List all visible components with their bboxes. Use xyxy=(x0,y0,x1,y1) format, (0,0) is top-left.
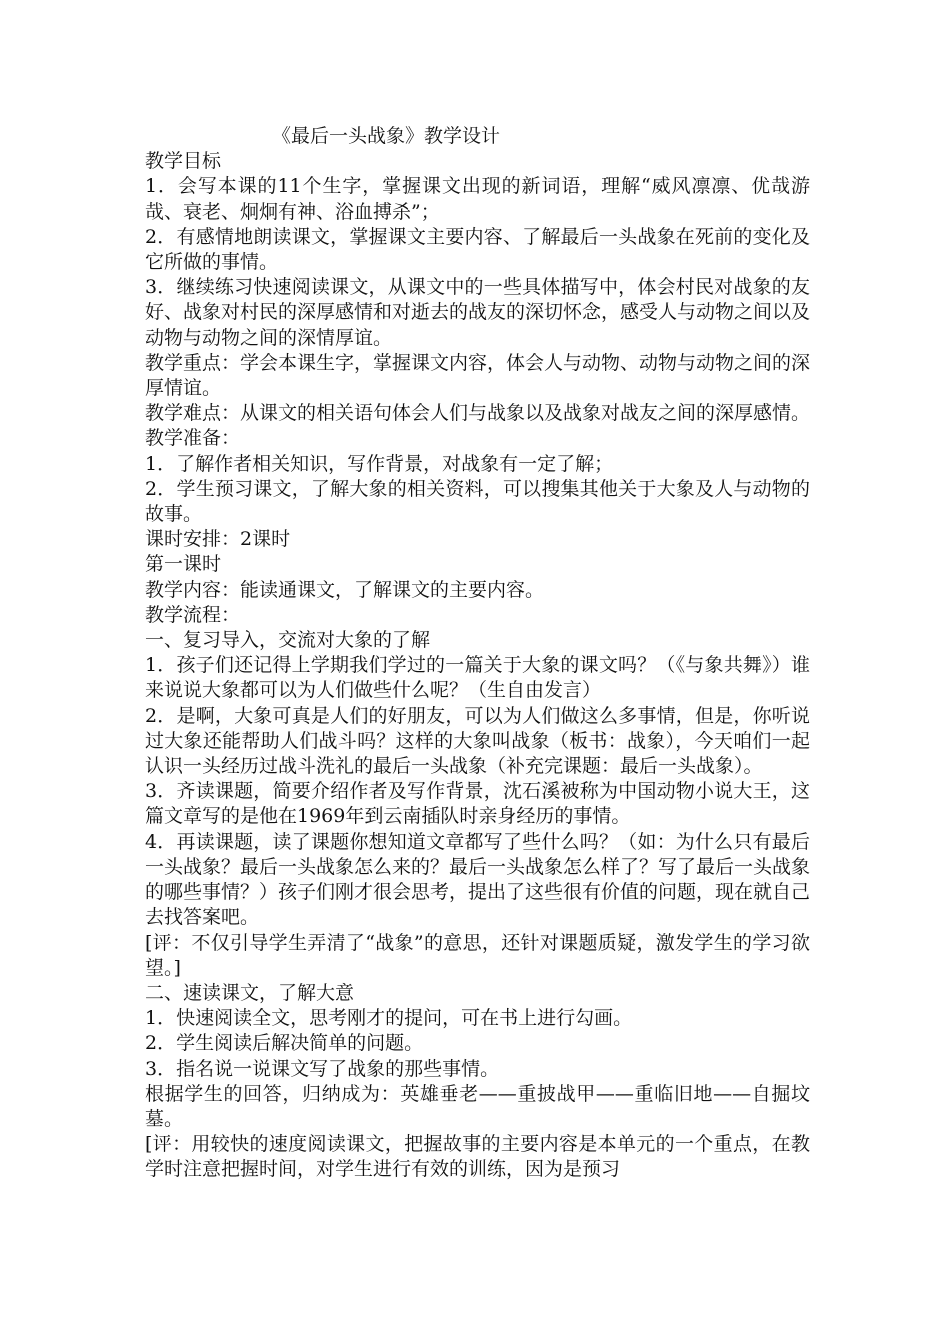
document-page xyxy=(145,124,810,1183)
paragraph-step-2-2: 2．学生阅读后解决简单的问题。 xyxy=(145,1032,424,1055)
paragraph-section-two: 二、速读课文，了解大意 xyxy=(145,981,355,1004)
paragraph-step-2-1: 1．快速阅读全文，思考刚才的提问，可在书上进行勾画。 xyxy=(145,1007,633,1030)
paragraph-step-1-1: 1．孩子们还记得上学期我们学过的一篇关于大象的课文吗？（《与象共舞》）谁来说说大象都可以为人们做些什么呢？（生自由发言） xyxy=(145,654,810,702)
paragraph-objective-3: 3．继续练习快速阅读课文，从课文中的一些具体描写中，体会村民对战象的友好、战象对村民的深厚感情和对逝去的战友的深切怀念，感受人与动物之间以及动物与动物之间的深情厚谊。 xyxy=(145,276,811,349)
paragraph-objectives-heading: 教学目标 xyxy=(145,150,222,173)
paragraph-preparation-heading: 教学准备： xyxy=(145,427,241,450)
document-title: 《最后一头战象》教学设计 xyxy=(272,125,501,147)
paragraph-comment-1: [评：不仅引导学生弄清了“战象”的意思，还针对课题质疑，激发学生的学习欲望。] xyxy=(145,931,810,979)
paragraph-preparation-2: 2．学生预习课文，了解大象的相关资料，可以搜集其他关于大象及人与动物的故事。 xyxy=(145,477,810,526)
document-body xyxy=(145,149,810,1182)
paragraph-step-1-3: 3．齐读课题，简要介绍作者及写作背景，沈石溪被称为中国动物小说大王，这篇文章写的是他在1969年到云南插队时亲身经历的事情。 xyxy=(145,780,810,828)
paragraph-objective-1: 1．会写本课的11个生字，掌握课文出现的新词语，理解“威风凛凛、优哉游哉、衰老、炯炯有神、浴血搏杀”； xyxy=(145,175,810,223)
paragraph-difficulties: 教学难点：从课文的相关语句体会人们与战象以及战象对战友之间的深厚感情。 xyxy=(145,402,811,425)
paragraph-schedule: 课时安排：2课时 xyxy=(145,528,291,551)
paragraph-summary: 根据学生的回答，归纳成为：英雄垂老——重披战甲——重临旧地——自掘坟墓。 xyxy=(145,1082,810,1130)
paragraph-process-heading: 教学流程： xyxy=(145,603,241,626)
paragraph-step-1-2: 2．是啊，大象可真是人们的好朋友，可以为人们做这么多事情，但是，你听说过大象还能帮助人们战斗吗？这样的大象叫战象（板书：战象），今天咱们一起认识一头经历过战斗洗礼的最后一头战象（补充完课题：最后一头战象）。 xyxy=(145,704,810,778)
paragraph-preparation-1: 1．了解作者相关知识，写作背景，对战象有一定了解； xyxy=(145,452,614,475)
paragraph-section-one: 一、复习导入，交流对大象的了解 xyxy=(145,629,431,652)
paragraph-lesson-one: 第一课时 xyxy=(145,553,222,576)
paragraph-key-points: 教学重点：学会本课生字，掌握课文内容，体会人与动物、动物与动物之间的深厚情谊。 xyxy=(145,351,811,400)
paragraph-step-2-3: 3．指名说一说课文写了战象的那些事情。 xyxy=(145,1057,500,1080)
paragraph-step-1-4: 4．再读课题，读了课题你想知道文章都写了些什么吗？（如：为什么只有最后一头战象？最后一头战象怎么来的？最后一头战象怎么样了？写了最后一头战象的哪些事情？）孩子们刚才很会思考，提出了这些很有价值的问题，现在就自己去找答案吧。 xyxy=(145,830,811,929)
paragraph-objective-2: 2．有感情地朗读课文，掌握课文主要内容、了解最后一头战象在死前的变化及它所做的事情。 xyxy=(145,225,810,274)
paragraph-comment-2: [评：用较快的速度阅读课文，把握故事的主要内容是本单元的一个重点，在教学时注意把握时间，对学生进行有效的训练，因为是预习 xyxy=(145,1133,810,1181)
paragraph-content: 教学内容：能读通课文，了解课文的主要内容。 xyxy=(145,578,545,601)
